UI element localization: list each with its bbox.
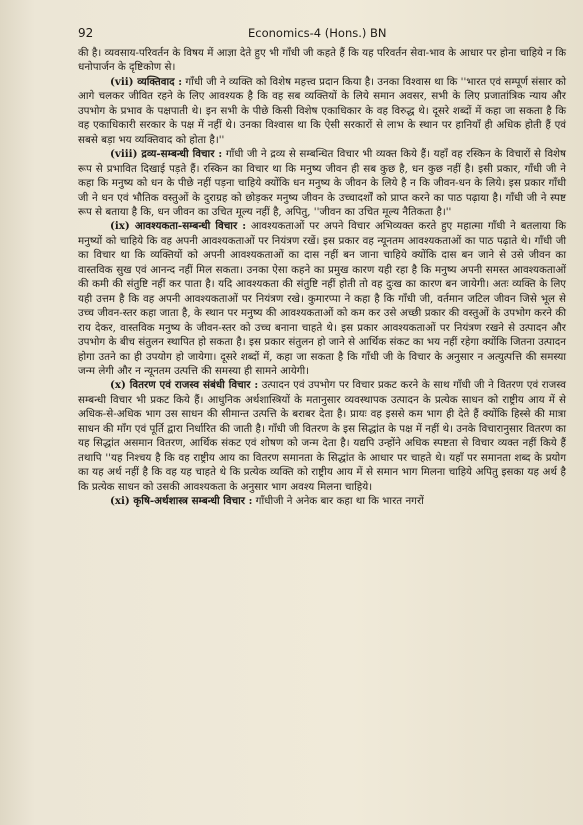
section-heading: (xi) कृषि-अर्थशास्त्र सम्बन्धी विचार : [110, 495, 253, 508]
paragraph-distribution-views [78, 378, 566, 494]
paragraph-text: की है। व्यवसाय-परिवर्तन के विषय में आज्ञा देते हुए भी गाँधी जी कहते हैं कि यह परिवर्तन सेवा-भाव के आधार पर होना चाहिये न कि धनोपार्जन के दृष्टिकोण से। [78, 47, 566, 74]
paragraph-text: उत्पादन एवं उपभोग पर विचार प्रकट करने के साथ गाँधी जी ने वितरण एवं राजस्व सम्बन्धी विचार भी प्रकट किये हैं। आधुनिक अर्थशास्त्रियों के मतानुसार व्यवस्थापक उत्पादन के प्रत्येक साधन को राष्ट्रीय आय में से अधिक-से-अधिक भाग उस साधन की सीमान्त उत्पत्ति के बराबर देता है। प्रायः वह इससे कम भाग ही देते हैं क्योंकि हिस्से की मात्रा साधन की माँग एवं पूर्ति द्वारा निर्धारित की जाती है। गाँधी जी वितरण के इस सिद्धांत के पक्ष में नहीं थे। उनके विचारानुसार वितरण का यह सिद्धांत असमान वितरण, आर्थिक संकट एवं शोषण को जन्म देता है। यद्यपि उन्होंने अधिक स्पष्टता से विचार व्यक्त नहीं किये हैं तथापि ''यह निश्चय है कि वह राष्ट्रीय आय का वितरण समानता के सिद्धांत के आधार पर चाहते थे। यहाँ पर समानता शब्द के प्रयोग का यह अर्थ नहीं है कि वह यह चाहते थे कि प्रत्येक व्यक्ति को राष्ट्रीय आय में से समान भाग मिलना चाहिये अपितु इसका यह अर्थ है कि प्रत्येक साधन को उसकी आवश्यकता के अनुसार भाग अवश्य मिलना चाहिये। [78, 379, 566, 493]
page-body [78, 46, 566, 509]
section-heading: (x) वितरण एवं राजस्व संबंधी विचार : [110, 379, 259, 392]
page-header [78, 26, 563, 44]
paragraph-individualism [78, 75, 566, 147]
section-heading: (viii) द्रव्य-सम्बन्धी विचार : [110, 148, 223, 161]
section-heading: (ix) आवश्यकता-सम्बन्धी विचार : [110, 220, 247, 233]
paragraph-text: गाँधीजी ने अनेक बार कहा था कि भारत नगरों [255, 495, 424, 508]
paragraph-text: गाँधी जी ने व्यक्ति को विशेष महत्त्व प्रदान किया है। उनका विश्वास था कि ''भारत एवं सम्पूर्ण संसार को आगे चलकर जीवित रहने के लिए आवश्यक है कि वह सब व्यक्तियों के लिये समान अवसर, सभी के लिए प्रजातांत्रिक न्याय और उपभोग के प्रभाव के पक्षपाती थे। इन सभी के पीछे किसी विशेष एकाधिकार के वह विरुद्ध थे। दूसरे शब्दों में कहा जा सकता है कि वह एकाधिकारी सरकार के पक्ष में नहीं थे। उनका विश्वास था कि ऐसी सरकारों से लाभ के स्थान पर हानियाँ ही अधिक होती हैं एवं सबसे बड़ा भय व्यक्तिवाद को होता है।'' [78, 75, 566, 146]
paragraph-text: गाँधी जी ने द्रव्य से सम्बन्धित विचार भी व्यक्त किये हैं। यहाँ वह रस्किन के विचारों से विशेष रूप से प्रभावित दिखाई पड़ते हैं। रस्किन का विचार था कि मनुष्य जीवन ही सब कुछ है, धन कुछ नहीं है। इसी प्रकार, गाँधी जी ने कहा कि मनुष्य को धन के पीछे नहीं पड़ना चाहिये क्योंकि धन मनुष्य के जीवन के लिये है न कि जीवन-धन के लिये। इस प्रकार गाँधी जी ने धन एवं भौतिक वस्तुओं के दुराग्रह को छोड़कर मनुष्य जीवन के उच्चादर्शों को प्राप्त करने का पाठ पढ़ाया है। गाँधी जी ने स्पष्ट रूप से बताया है कि, धन जीवन का उचित मूल्य नहीं है, अपितु, ''जीवन का उचित मूल्य नैतिकता है।'' [78, 148, 566, 218]
paragraph-money-views [78, 147, 566, 219]
paragraph-agri-views [78, 494, 566, 508]
page-number: 92 [78, 26, 94, 40]
running-title: Economics-4 (Hons.) BN [248, 26, 387, 40]
paragraph-text: आवश्यकताओं पर अपने विचार अभिव्यक्त करते हुए महात्मा गाँधी ने बतलाया कि मनुष्यों को चाहिये कि वह अपनी आवश्यकताओं पर नियंत्रण रखें। इस प्रकार वह न्यूनतम आवश्यकताओं का पाठ पढ़ाते थे। गाँधी जी का विचार था कि व्यक्तियों को अपनी आवश्यकताओं का दास नहीं बन जाना चाहिये क्योंकि दास बन जाने से उसे जीवन का वास्तविक सुख एवं आनन्द नहीं मिल सकता। उनका ऐसा कहने का प्रमुख कारण यही रहा है कि मनुष्य अपनी समस्त आवश्यकताओं की कमी की संतुष्टि नहीं कर पाता है। यदि आवश्यकता की संतुष्टि नहीं होती तो वह दुःख का कारण बन जायेगी। अतः व्यक्ति के लिए यही उत्तम है कि वह अपनी आवश्यकताओं पर नियंत्रण रखे। कुमारप्पा ने कहा है कि गाँधी जी, वर्तमान जटिल जीवन जिसे भूल से उच्च जीवन-स्तर कहा जाता है, के स्थान पर मनुष्य की आवश्यकताओं को कम कर उसे अच्छी प्रकार की वस्तुओं के उपभोग करने की राय देकर, वास्तविक मनुष्य के जीवन-स्तर को उच्च बनाना चाहते थे। इस प्रकार आवश्यकताओं पर नियंत्रण रखने से उत्पादन और उपभोग के बीच संतुलन स्थापित हो सकता है। इस प्रकार संतुलन हो जाने से आर्थिक संकट का भय नहीं रहेगा क्योंकि जितना उत्पादन होगा उतने का ही उपयोग हो जायेगा। दूसरे शब्दों में, कहा जा सकता है कि गाँधी जी के विचार के अनुसार न अत्युत्पत्ति की समस्या जन्म लेगी और न न्यूनतम उत्पत्ति की समस्या ही सामने आयेगी। [78, 220, 566, 377]
paragraph-wants-views [78, 219, 566, 378]
paragraph-continuation [78, 46, 566, 75]
section-heading: (vii) व्यक्तिवाद : [110, 75, 183, 88]
